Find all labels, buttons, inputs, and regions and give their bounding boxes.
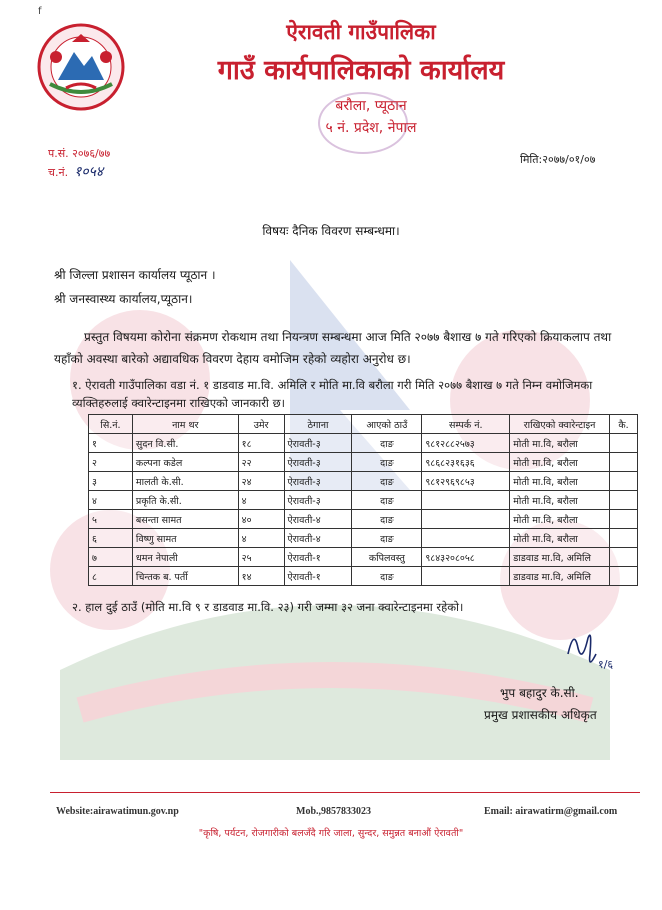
table-cell <box>609 548 637 567</box>
col-header: आएको ठाउँ <box>352 415 422 434</box>
table-cell: ७ <box>89 548 133 567</box>
footer-slogan: "कृषि, पर्यटन, रोजगारीको बलजँदै गरि जाला, सुन्दर, समुन्नत बनाऔं ऐरावती" <box>198 828 464 839</box>
col-header: सि.नं. <box>89 415 133 434</box>
table-cell <box>422 510 510 529</box>
table-cell: ऐरावती-३ <box>284 453 352 472</box>
table-cell: मोती मा.वि, बरौला <box>510 472 610 491</box>
table-cell <box>609 567 637 586</box>
col-header: ठेगाना <box>284 415 352 434</box>
table-cell: ऐरावती-४ <box>284 510 352 529</box>
table-row <box>89 472 638 491</box>
table-cell: ४ <box>89 491 133 510</box>
table-cell: कपिलवस्तु <box>352 548 422 567</box>
table-cell: डाडवाड मा.वि, अमिलि <box>510 567 610 586</box>
table-cell: डाडवाड मा.वि, अमिलि <box>510 548 610 567</box>
table-cell: ऐरावती-१ <box>284 567 352 586</box>
table-cell: ४० <box>238 510 284 529</box>
table-row <box>89 567 638 586</box>
table-cell: धमन नेपाली <box>132 548 238 567</box>
table-cell: ५ <box>89 510 133 529</box>
table-cell: मोती मा.वि, बरौला <box>510 453 610 472</box>
table-cell <box>609 491 637 510</box>
table-cell: ४ <box>238 491 284 510</box>
table-cell <box>422 529 510 548</box>
table-row <box>89 510 638 529</box>
table-cell: दाङ <box>352 434 422 453</box>
table-cell: १४ <box>238 567 284 586</box>
table-cell: ऐरावती-३ <box>284 472 352 491</box>
table-cell: कल्पना कडेल <box>132 453 238 472</box>
footer-divider <box>50 792 640 793</box>
table-cell: दाङ <box>352 529 422 548</box>
table-cell: मोती मा.वि, बरौला <box>510 510 610 529</box>
subject-line: विषयः दैनिक विवरण सम्बन्धमा। <box>262 224 400 238</box>
table-cell: दाङ <box>352 453 422 472</box>
footer-website: Website:airawatimun.gov.np <box>56 806 179 817</box>
recipient-health-office: श्री जनस्वास्थ्य कार्यालय,प्यूठान। <box>54 292 193 306</box>
footer-email: Email: airawatirm@gmail.com <box>484 806 618 817</box>
table-cell: दाङ <box>352 510 422 529</box>
chalani-label: च.नं. <box>48 166 69 179</box>
table-cell: ऐरावती-४ <box>284 529 352 548</box>
table-cell: ऐरावती-१ <box>284 548 352 567</box>
item-one: १. ऐरावती गाउँपालिका वडा नं. १ डाडवाड मा.वि. अमिलि र मोति मा.वि बरौला गरी मिति २०७७ बैशाख ७ गते निम्न वमोजिमका व्यक्तिहरुलाई क्वारेन्टाइनमा राखिएको जानकारी छ। <box>72 378 593 410</box>
table-cell: दाङ <box>352 472 422 491</box>
table-cell: ९८६८२३१६३६ <box>422 453 510 472</box>
table-cell: मोती मा.वि, बरौला <box>510 529 610 548</box>
table-row <box>89 529 638 548</box>
table-cell: १ <box>89 434 133 453</box>
table-cell <box>609 510 637 529</box>
signatory-name: भुप बहादुर के.सी. <box>500 686 579 700</box>
table-cell <box>422 567 510 586</box>
signature-scribble <box>560 624 620 674</box>
footer-mobile: Mob.,9857833023 <box>296 806 371 817</box>
chalani-number: १०५४ <box>74 164 104 180</box>
table-cell: ऐरावती-३ <box>284 434 352 453</box>
patra-sankhya: प.सं. २०७६/७७ <box>48 147 111 160</box>
office-province: ५ नं. प्रदेश, नेपाल <box>325 120 417 136</box>
table-cell: २४ <box>238 472 284 491</box>
table-cell: २ <box>89 453 133 472</box>
municipality-name: ऐरावती गाउँपालिका <box>286 20 436 44</box>
table-header-row <box>89 415 638 434</box>
col-header: उमेर <box>238 415 284 434</box>
recipient-district-office: श्री जिल्ला प्रशासन कार्यालय प्यूठान । <box>54 268 216 282</box>
table-cell: मोती मा.वि, बरौला <box>510 491 610 510</box>
table-cell: दाङ <box>352 491 422 510</box>
col-header: सम्पर्क नं. <box>422 415 510 434</box>
table-row <box>89 453 638 472</box>
item-two: २. हाल दुई ठाउँ (मोति मा.वि ९ र डाडवाड मा.वि. २३) गरी जम्मा ३२ जना क्वारेन्टाइनमा रहेको। <box>72 600 464 614</box>
signatory-title: प्रमुख प्रशासकीय अधिकृत <box>484 708 597 722</box>
table-row <box>89 548 638 567</box>
table-cell: बसन्ता सामत <box>132 510 238 529</box>
table-cell: मालती के.सी. <box>132 472 238 491</box>
letter-date: मिति:२०७७/०१/०७ <box>520 153 596 166</box>
intro-paragraph: प्रस्तुत विषयमा कोरोना संक्रमण रोकथाम तथा नियन्त्रण सम्बन्धमा आज मिति २०७७ बैशाख ७ गते गरिएको क्रियाकलाप तथा यहाँको अवस्था बारेको अद्यावधिक विवरण देहाय वमोजिम रहेको व्यहोरा अनुरोध छ। <box>54 330 612 366</box>
table-row <box>89 434 638 453</box>
table-cell: मोती मा.वि, बरौला <box>510 434 610 453</box>
table-cell: सुदन वि.सी. <box>132 434 238 453</box>
office-location: बरौला, प्यूठान <box>335 98 407 114</box>
col-header: राखिएको क्वारेन्टाइन <box>510 415 610 434</box>
table-cell <box>609 453 637 472</box>
table-cell: प्रकृति के.सी. <box>132 491 238 510</box>
table-cell: चिन्तक ब. पर्ती <box>132 567 238 586</box>
col-header: नाम थर <box>132 415 238 434</box>
table-cell: ९८१२८८२५७३ <box>422 434 510 453</box>
quarantine-table <box>88 414 638 586</box>
table-cell: १८ <box>238 434 284 453</box>
table-row <box>89 491 638 510</box>
table-cell: ४ <box>238 529 284 548</box>
table-cell: ८ <box>89 567 133 586</box>
table-cell: दाङ <box>352 567 422 586</box>
table-cell: ९८१२९६९८५३ <box>422 472 510 491</box>
office-name: गाउँ कार्यपालिकाको कार्यालय <box>217 55 505 86</box>
table-cell <box>422 491 510 510</box>
col-header: कै. <box>609 415 637 434</box>
table-cell <box>609 472 637 491</box>
table-cell <box>609 434 637 453</box>
table-cell: ऐरावती-३ <box>284 491 352 510</box>
table-cell: २२ <box>238 453 284 472</box>
table-cell: विष्णु सामत <box>132 529 238 548</box>
table-cell: ९८४३२०८०५८ <box>422 548 510 567</box>
table-cell: ३ <box>89 472 133 491</box>
table-cell: ६ <box>89 529 133 548</box>
table-cell <box>609 529 637 548</box>
chalani-number-line <box>48 162 103 181</box>
signature-date: १/६ <box>598 658 614 671</box>
corner-mark: f <box>38 6 42 17</box>
table-cell: २५ <box>238 548 284 567</box>
